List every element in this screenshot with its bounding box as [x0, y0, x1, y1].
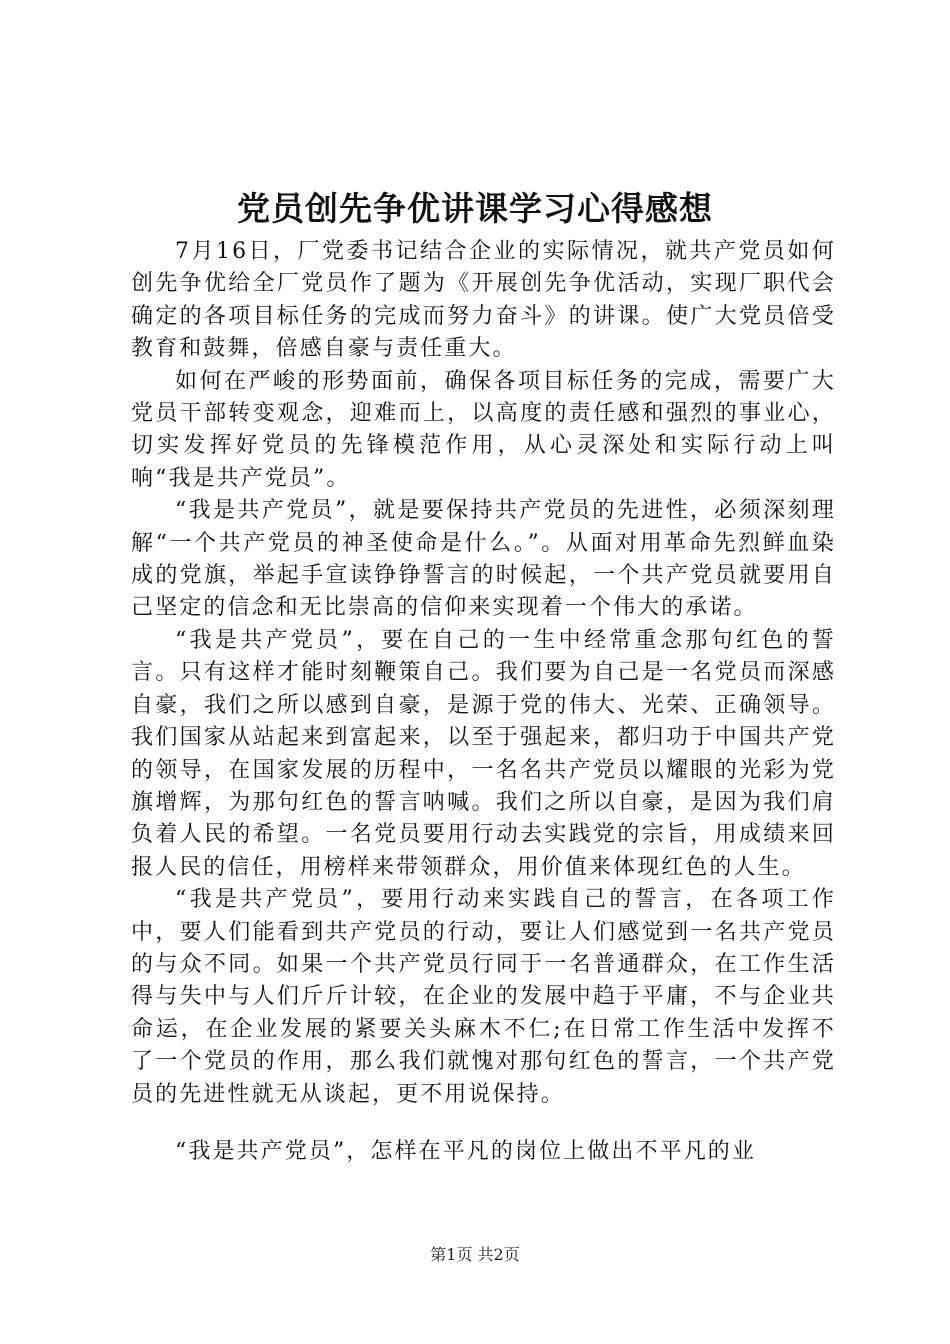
- paragraph: “我是共产党员”，怎样在平凡的岗位上做出不平凡的业: [175, 1138, 756, 1164]
- paragraph: 7月16日，厂党委书记结合企业的实际情况，就共产党员如何创先争优给全厂党员作了题为《开展创先争优活动，实现厂职代会确定的各项目标任务的完成而努力奋斗》的讲课。使广大党员倍受教育和鼓舞，倍感自豪与责任重大。: [131, 239, 836, 362]
- paragraph: “我是共产党员”，要用行动来实践自己的誓言，在各项工作中，要人们能看到共产党员的行动，要让人们感觉到一名共产党员的与众不同。如果一个共产党员行同于一名普通群众，在工作生活得与失中与人们斤斤计较，在企业的发展中趋于平庸，不与企业共命运，在企业发展的紧要关头麻木不仁;在日常工作生活中发挥不了一个党员的作用，那么我们就愧对那句红色的誓言，一个共产党员的先进性就无从谈起，更不用说保持。: [131, 887, 836, 1107]
- page-number-footer: 第1页 共2页: [430, 1245, 520, 1264]
- paragraph: “我是共产党员”，要在自己的一生中经常重念那句红色的誓言。只有这样才能时刻鞭策自己。我们要为自己是一名党员而深感自豪，我们之所以感到自豪，是源于党的伟大、光荣、正确领导。我们国家从站起来到富起来，以至于强起来，都归功于中国共产党的领导，在国家发展的历程中，一名名共产党员以耀眼的光彩为党旗增辉，为那句红色的誓言呐喊。我们之所以自豪，是因为我们肩负着人民的希望。一名党员要用行动去实践党的宗旨，用成绩来回报人民的信任，用榜样来带领群众，用价值来体现红色的人生。: [131, 627, 836, 880]
- paragraph: 如何在严峻的形势面前，确保各项目标任务的完成，需要广大党员干部转变观念，迎难而上，以高度的责任感和强烈的事业心，切实发挥好党员的先锋模范作用，从心灵深处和实际行动上叫响“我是共产党员”。: [131, 368, 836, 491]
- paragraph: “我是共产党员”，就是要保持共产党员的先进性，必须深刻理解“一个共产党员的神圣使命是什么。”。从面对用革命先烈鲜血染成的党旗，举起手宣读铮铮誓言的时候起，一个共产党员就要用自己坚定的信念和无比崇高的信仰来实现着一个伟大的承诺。: [131, 498, 836, 621]
- document-title: 党员创先争优讲课学习心得感想: [237, 189, 713, 228]
- document-body: [131, 236, 836, 1168]
